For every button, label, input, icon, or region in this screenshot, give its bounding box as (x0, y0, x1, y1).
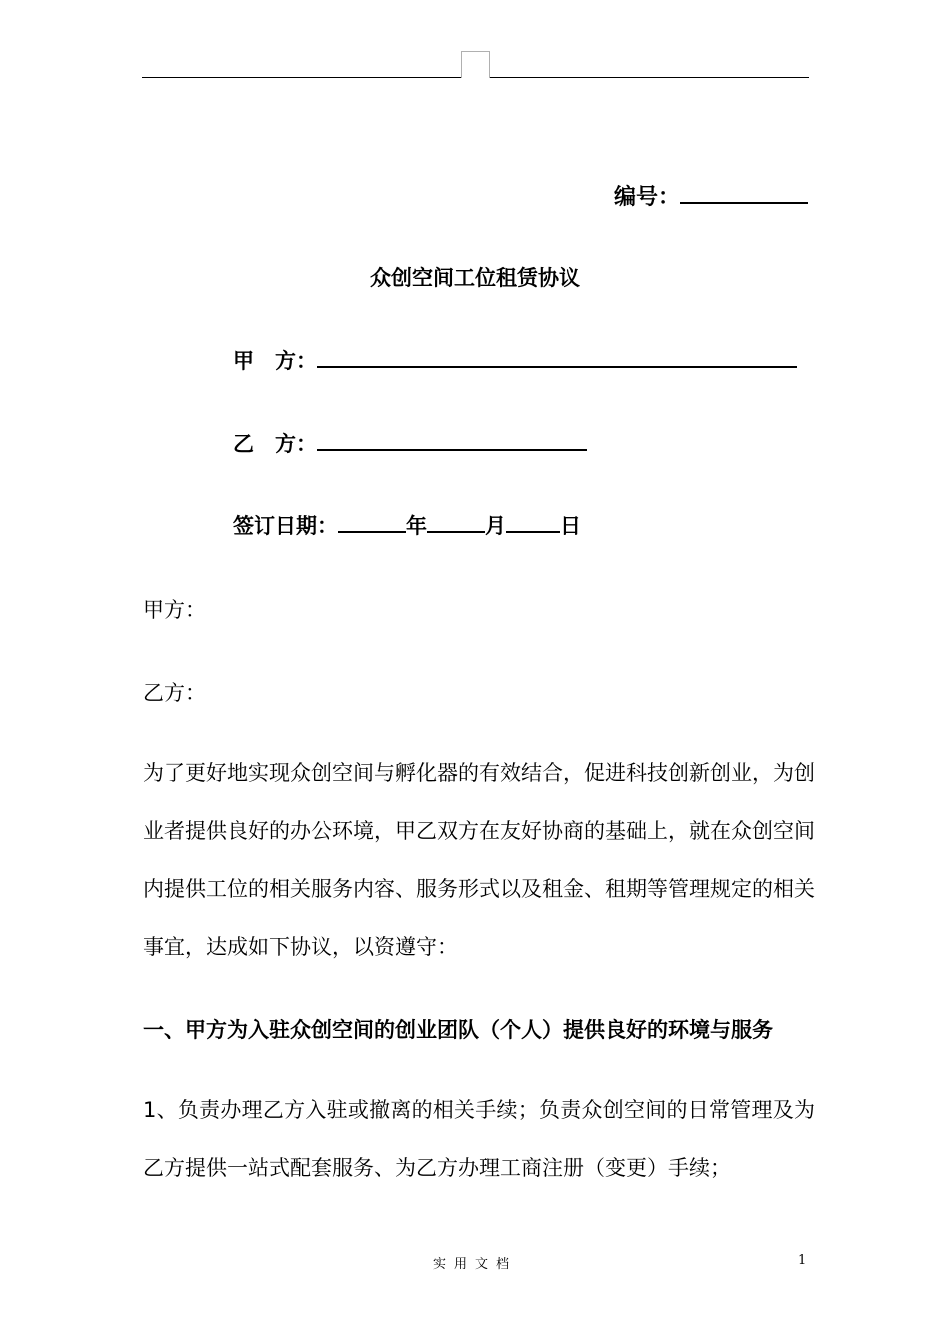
section-1-item-1: 1、负责办理乙方入驻或撤离的相关手续；负责众创空间的日常管理及为乙方提供一站式配套服务、为乙方办理工商注册（变更）手续； (143, 1098, 815, 1180)
year-blank (338, 511, 406, 533)
header-placeholder-box (461, 51, 490, 78)
cover-party-b-label: 乙 方： (233, 432, 317, 456)
sign-date-field (233, 510, 581, 540)
document-title: 众创空间工位租赁协议 (370, 266, 580, 290)
sign-date-label: 签订日期： (233, 514, 338, 538)
serial-number-blank (680, 182, 808, 204)
year-label: 年 (406, 514, 427, 538)
day-blank (506, 511, 560, 533)
cover-party-a-label: 甲 方： (233, 349, 317, 373)
day-label: 日 (560, 514, 581, 538)
month-label: 月 (485, 514, 506, 538)
cover-party-b-field (233, 428, 587, 458)
month-blank (427, 511, 485, 533)
serial-number-field (614, 180, 808, 211)
cover-party-b-blank (317, 429, 587, 451)
body-party-a: 甲方： (143, 598, 206, 622)
page-number: 1 (798, 1253, 807, 1268)
cover-party-a-field (233, 345, 797, 375)
footer-label: 实用文档 (432, 1257, 517, 1272)
cover-party-a-blank (317, 346, 797, 368)
intro-paragraph: 为了更好地实现众创空间与孵化器的有效结合，促进科技创新创业，为创业者提供良好的办公环境，甲乙双方在友好协商的基础上，就在众创空间内提供工位的相关服务内容、服务形式以及租金、租期等管理规定的相关事宜，达成如下协议，以资遵守： (143, 761, 815, 959)
section-1-heading: 一、甲方为入驻众创空间的创业团队（个人）提供良好的环境与服务 (143, 1018, 773, 1042)
serial-number-label: 编号： (613, 185, 680, 210)
body-party-b: 乙方： (143, 681, 206, 705)
